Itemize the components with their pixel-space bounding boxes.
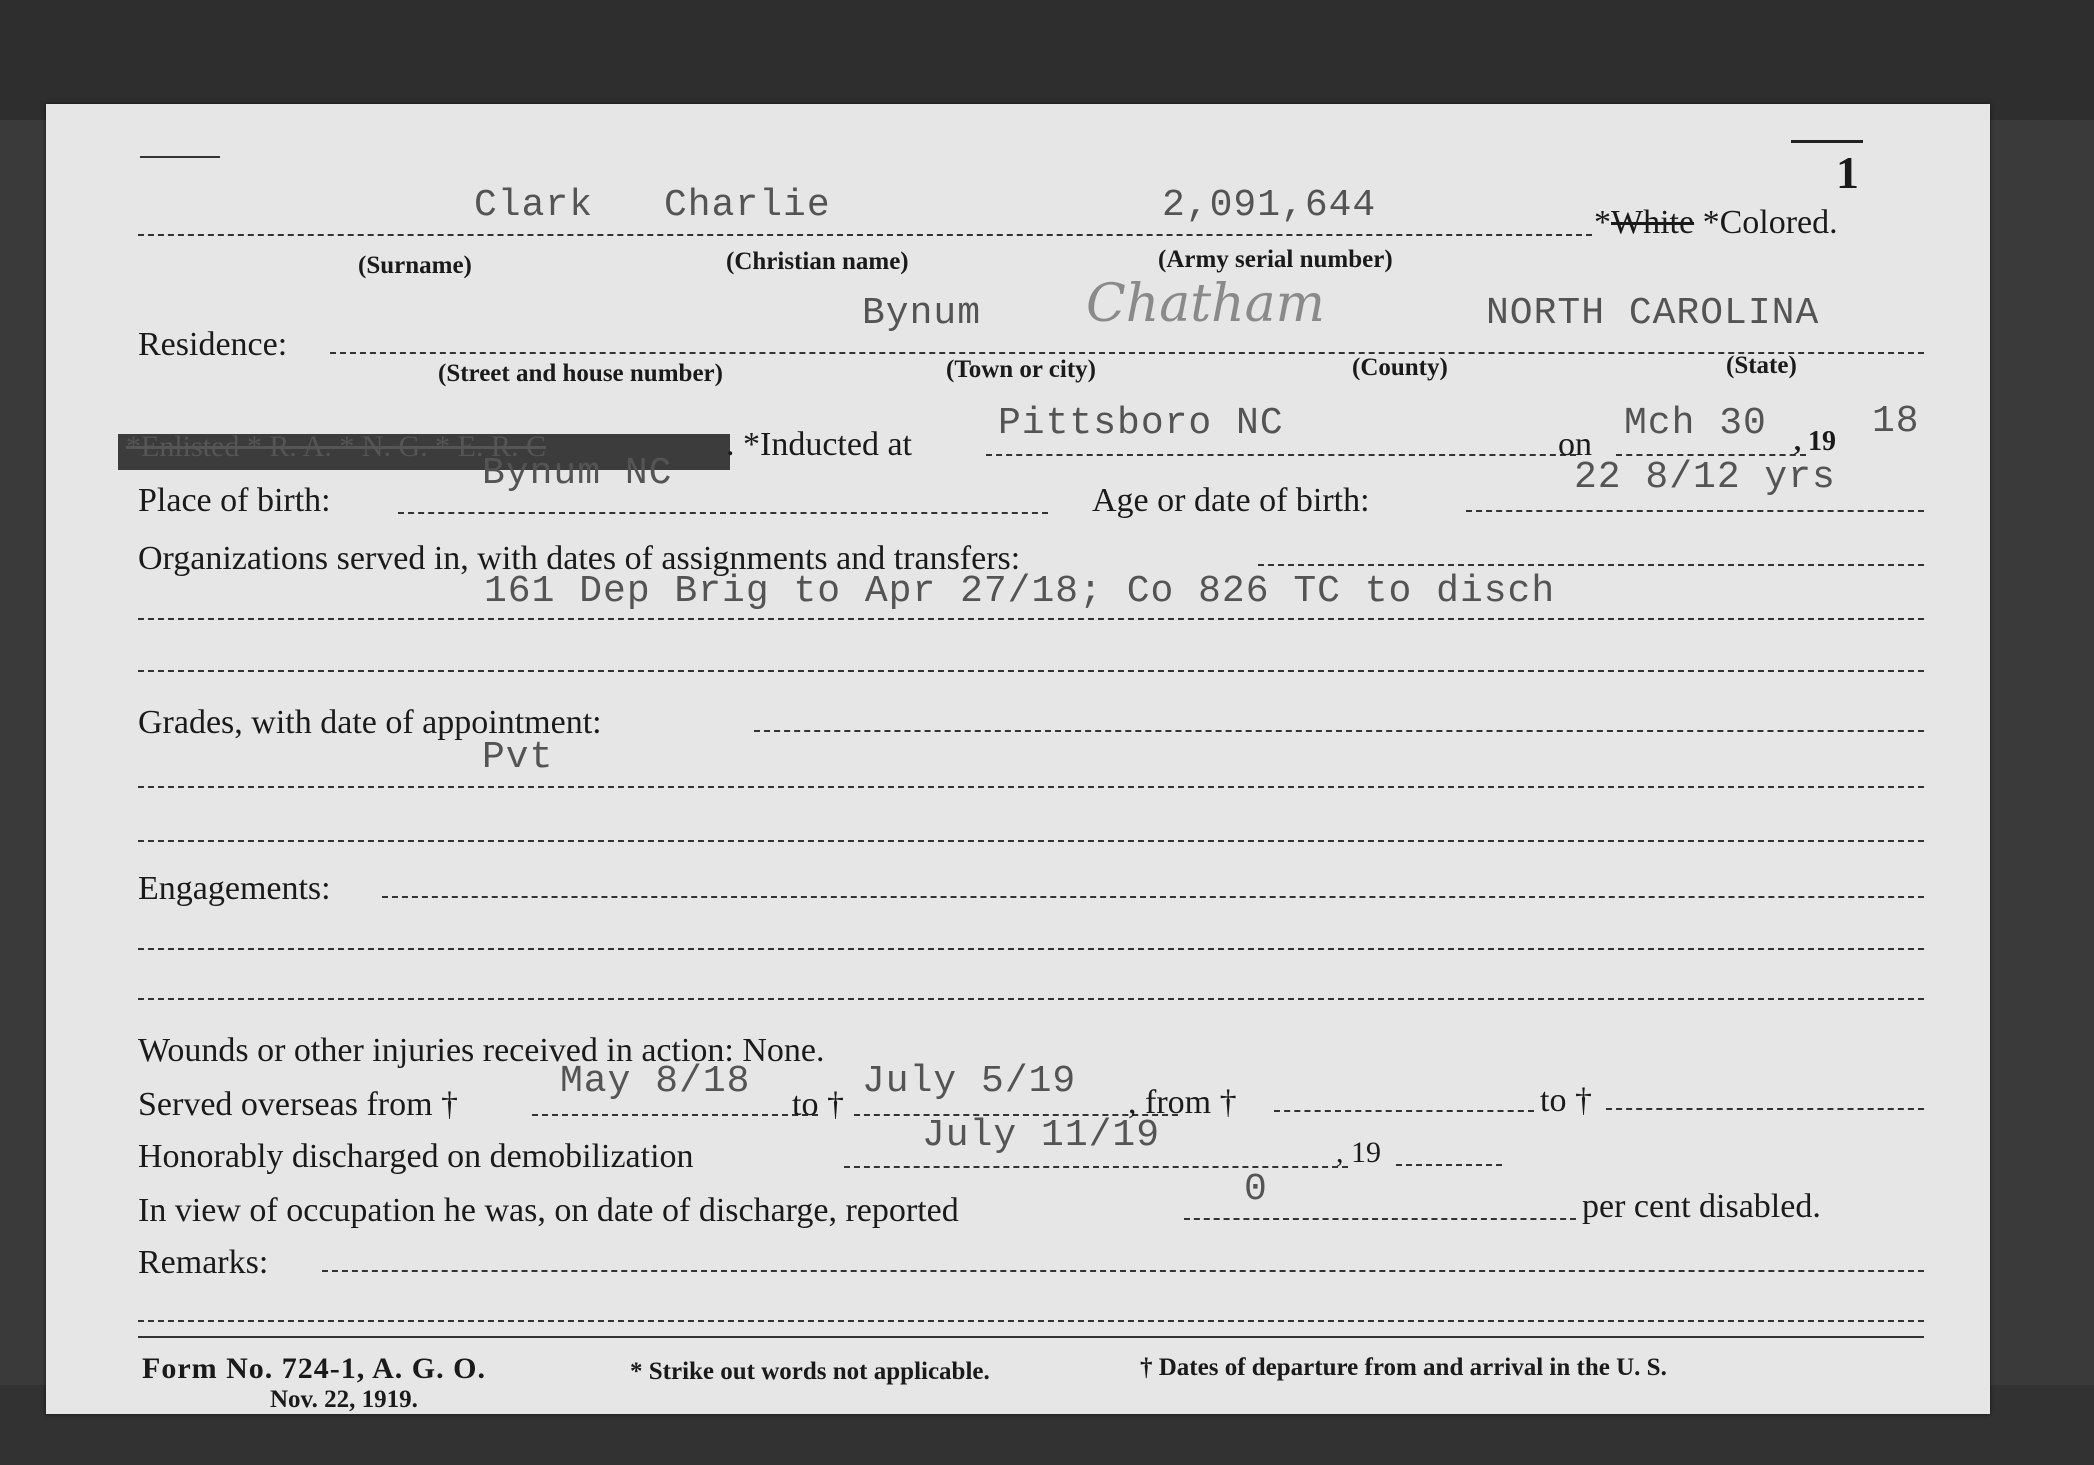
discharge-line <box>844 1166 1348 1168</box>
grades-line-1 <box>754 730 1924 732</box>
organizations-line-2 <box>138 618 1924 620</box>
age-value: 22 8/12 yrs <box>1574 456 1836 499</box>
town-label: (Town or city) <box>946 356 1096 383</box>
state-value: NORTH CAROLINA <box>1486 292 1820 335</box>
grades-label: Grades, with date of appointment: <box>138 704 602 741</box>
overseas-to-label: to † <box>792 1086 844 1123</box>
organizations-line-3 <box>138 670 1924 672</box>
residence-line <box>330 352 1924 354</box>
overseas-to2-label: to † <box>1540 1082 1592 1119</box>
engagements-label: Engagements: <box>138 870 331 907</box>
overseas-label: Served overseas from † <box>138 1086 459 1123</box>
place-of-birth-label: Place of birth: <box>138 482 331 519</box>
state-label: (State) <box>1726 352 1797 379</box>
overseas-to2-line <box>1606 1108 1924 1110</box>
engagements-line-3 <box>138 998 1924 1000</box>
inducted-at-value: Pittsboro NC <box>998 402 1284 445</box>
remarks-line-2 <box>138 1320 1924 1322</box>
enlisted-options-struck: *Enlisted * R. A. * N. G. * E. R. C <box>126 430 547 463</box>
scanner-background-top <box>0 0 2094 120</box>
engagements-line-2 <box>138 948 1924 950</box>
county-value: Chatham <box>1086 274 1325 334</box>
strike-out-note: * Strike out words not applicable. <box>630 1358 990 1385</box>
discharge-date-value: July 11/19 <box>922 1114 1161 1157</box>
white-label: White <box>1611 204 1695 241</box>
disability-suffix: per cent disabled. <box>1582 1188 1821 1225</box>
grades-line-3 <box>138 840 1924 842</box>
overseas-from2-line <box>1274 1110 1534 1112</box>
colored-label: Colored. <box>1719 204 1838 241</box>
inducted-line <box>986 454 1576 456</box>
surname-value: Clark <box>474 184 594 227</box>
disability-label: In view of occupation he was, on date of discharge, reported <box>138 1192 959 1229</box>
race-selection <box>1594 204 1838 242</box>
remarks-label: Remarks: <box>138 1244 269 1281</box>
star-mark: * <box>1594 204 1611 241</box>
organizations-label: Organizations served in, with dates of assignments and transfers: <box>138 540 1021 577</box>
overseas-from-line <box>532 1114 818 1116</box>
street-label: (Street and house number) <box>438 360 723 387</box>
discharge-year-label: , 19 <box>1336 1136 1381 1169</box>
footer-rule <box>138 1336 1924 1338</box>
engagements-line-1 <box>382 896 1924 898</box>
organizations-value: 161 Dep Brig to Apr 27/18; Co 826 TC to disch <box>484 570 1556 613</box>
form-number: Form No. 724-1, A. G. O. <box>142 1352 486 1385</box>
serial-number-label: (Army serial number) <box>1158 246 1393 273</box>
induction-date-value: Mch 30 <box>1624 402 1767 445</box>
age-line <box>1466 510 1924 512</box>
inducted-label: . *Inducted at <box>726 426 912 463</box>
christian-name-label: (Christian name) <box>726 248 909 275</box>
place-of-birth-line <box>398 512 1048 514</box>
star-mark: * <box>1702 204 1720 241</box>
discharge-label: Honorably discharged on demobilization <box>138 1138 694 1175</box>
residence-label: Residence: <box>138 326 288 363</box>
discharge-year-line <box>1396 1164 1502 1166</box>
dates-note: † Dates of departure from and arrival in the U. S. <box>1140 1354 1667 1381</box>
surname-label: (Surname) <box>358 252 472 279</box>
grades-line-2 <box>138 786 1924 788</box>
overseas-from2-label: , from † <box>1128 1084 1237 1121</box>
remarks-line-1 <box>322 1270 1924 1272</box>
serial-number-value: 2,091,644 <box>1162 184 1377 227</box>
card-number-rule <box>1791 140 1863 143</box>
service-record-card <box>46 104 1990 1414</box>
overseas-to-value: July 5/19 <box>862 1060 1077 1103</box>
town-value: Bynum <box>862 292 982 335</box>
year-prefix: , 19 <box>1794 426 1836 457</box>
name-line <box>138 234 1592 236</box>
corner-rule <box>140 156 220 158</box>
form-date: Nov. 22, 1919. <box>270 1386 418 1413</box>
induction-year-value: 18 <box>1872 400 1920 443</box>
county-label: (County) <box>1352 354 1448 381</box>
disability-line <box>1184 1218 1576 1220</box>
on-label: on <box>1558 426 1592 463</box>
place-of-birth-value: Bynum NC <box>482 452 673 495</box>
card-number: 1 <box>1836 147 1859 198</box>
organizations-line-1 <box>1258 564 1924 566</box>
disability-value: 0 <box>1244 1168 1268 1211</box>
christian-name-value: Charlie <box>664 184 831 227</box>
age-label: Age or date of birth: <box>1092 482 1370 519</box>
wounds-label: Wounds or other injuries received in action: None. <box>138 1032 825 1069</box>
overseas-from-value: May 8/18 <box>560 1060 751 1103</box>
grades-value: Pvt <box>482 736 554 779</box>
